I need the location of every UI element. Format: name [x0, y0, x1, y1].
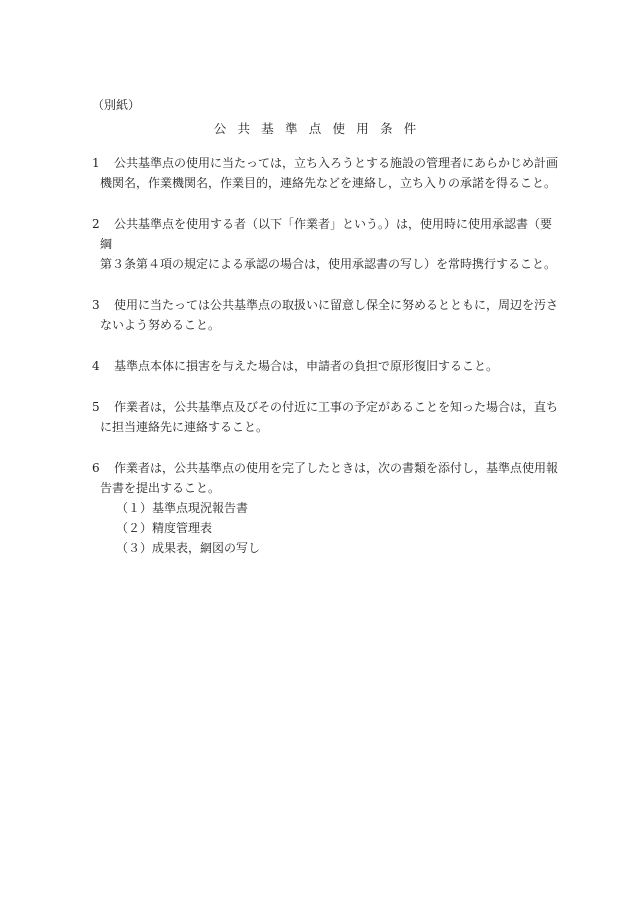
attachment-document-item: （２）精度管理表 — [116, 521, 213, 535]
condition-number: 5 — [92, 400, 100, 414]
condition-text: 使用に当たっては公共基準点の取扱いに留意し保全に努めるとともに，周辺を汚さ ないよう努めること。 — [100, 298, 559, 332]
condition-item-6 — [92, 458, 562, 558]
attachment-document-item: （１）基準点現況報告書 — [116, 501, 249, 515]
condition-text: 作業者は，公共基準点の使用を完了したときは，次の書類を添付し，基準点使用報 告書を提出すること。 — [100, 461, 559, 495]
condition-item-2 — [92, 214, 562, 274]
condition-item-4 — [92, 356, 562, 376]
condition-text: 公共基準点の使用に当たっては，立ち入ろうとする施設の管理者にあらかじめ計画 機関名，作業機関名，作業目的，連絡先などを連絡し，立ち入りの承諾を得ること。 — [100, 156, 559, 190]
condition-number: 3 — [92, 298, 100, 312]
condition-item-5 — [92, 397, 562, 437]
condition-item-1 — [92, 153, 562, 193]
conditions-list — [92, 153, 562, 579]
condition-text: 基準点本体に損害を与えた場合は，申請者の負担で原形復旧すること。 — [114, 359, 499, 373]
attachment-label: （別紙） — [92, 98, 141, 112]
condition-number: 6 — [92, 461, 100, 475]
condition-text: 公共基準点を使用する者（以下「作業者」という。）は，使用時に使用承認書（要綱 第３条第４項の規定による承認の場合は，使用承認書の写し）を常時携行すること。 — [100, 217, 557, 271]
attachment-documents-list — [92, 498, 562, 558]
condition-number: 1 — [92, 156, 100, 170]
document-title: 公共基準点使用条件 — [213, 121, 428, 136]
condition-number: 4 — [92, 359, 100, 373]
attachment-document-item: （３）成果表，網図の写し — [116, 541, 261, 555]
condition-item-3 — [92, 295, 562, 335]
condition-text: 作業者は，公共基準点及びその付近に工事の予定があることを知った場合は，直ち に担当連絡先に連絡すること。 — [100, 400, 559, 434]
condition-number: 2 — [92, 217, 100, 231]
